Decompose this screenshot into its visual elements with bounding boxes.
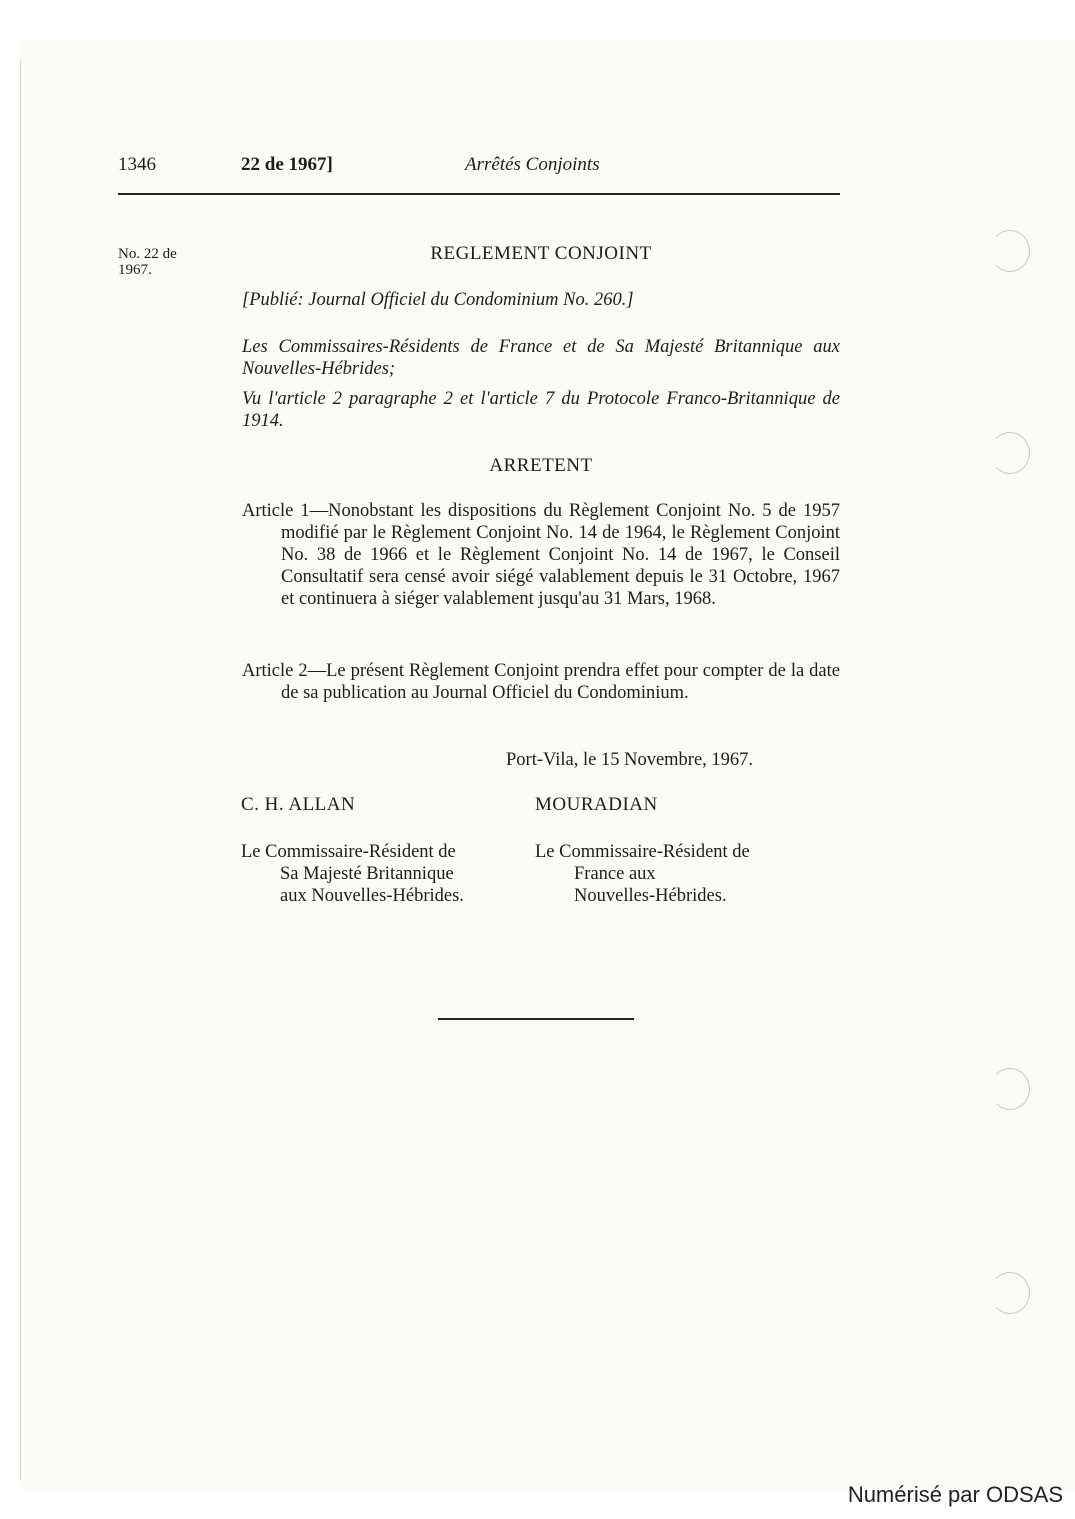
preamble-2: Vu l'article 2 paragraphe 2 et l'article 7 du Protocole Franco-Britannique de 1914. — [242, 389, 840, 431]
punch-hole — [990, 1068, 1030, 1110]
role-line: Sa Majesté Britannique — [280, 864, 454, 884]
article-2: Article 2—Le présent Règlement Conjoint prendra effet pour compter de la date de sa publication au Journal Officiel du Condominium. — [242, 661, 840, 703]
role-line: Nouvelles-Hébrides. — [574, 886, 727, 906]
punch-hole — [990, 432, 1030, 474]
signatory-name-mouradian: MOURADIAN — [535, 794, 658, 815]
role-line: aux Nouvelles-Hébrides. — [280, 886, 464, 906]
preamble-1: Les Commissaires-Résidents de France et de Sa Majesté Britannique aux Nouvelles-Hébrides; — [242, 337, 840, 379]
page-edge — [20, 60, 21, 1480]
signatory-role-french — [535, 841, 750, 907]
role-line: Le Commissaire-Résident de — [535, 842, 750, 862]
arretent-heading: ARRETENT — [489, 455, 593, 476]
end-rule — [438, 1018, 634, 1020]
page-number: 1346 — [118, 154, 156, 175]
punch-hole — [990, 230, 1030, 272]
header-rule — [118, 193, 840, 195]
margin-note-line: No. 22 de — [118, 246, 177, 262]
header-section: Arrêtés Conjoints — [465, 154, 600, 175]
digitization-credit: Numérisé par ODSAS — [847, 1482, 1063, 1507]
margin-note-line: 1967. — [118, 262, 152, 278]
margin-note — [118, 246, 208, 278]
punch-hole — [990, 1272, 1030, 1314]
place-date: Port-Vila, le 15 Novembre, 1967. — [506, 750, 754, 770]
role-line: Le Commissaire-Résident de — [241, 842, 456, 862]
publication-note: [Publié: Journal Officiel du Condominium No. 260.] — [242, 290, 634, 310]
role-line: France aux — [574, 864, 656, 884]
header-ref: 22 de 1967] — [241, 154, 333, 175]
document-title: REGLEMENT CONJOINT — [430, 243, 652, 264]
article-1: Article 1—Nonobstant les dispositions du Règlement Conjoint No. 5 de 1957 modifié par le Règlement Conjoint No. 14 de 1964, le Règlement Conjoint No. 38 de 1966 et le Règlement Conjoint No. 14 de 1967, le Conseil Consultatif sera censé avoir siégé valablement depuis le 31 Octobre, 1967 et continuera à siéger valablement jusqu'au 31 Mars, 1968. — [242, 501, 840, 609]
signatory-role-british — [241, 841, 464, 907]
signatory-name-allan: C. H. ALLAN — [241, 794, 356, 815]
